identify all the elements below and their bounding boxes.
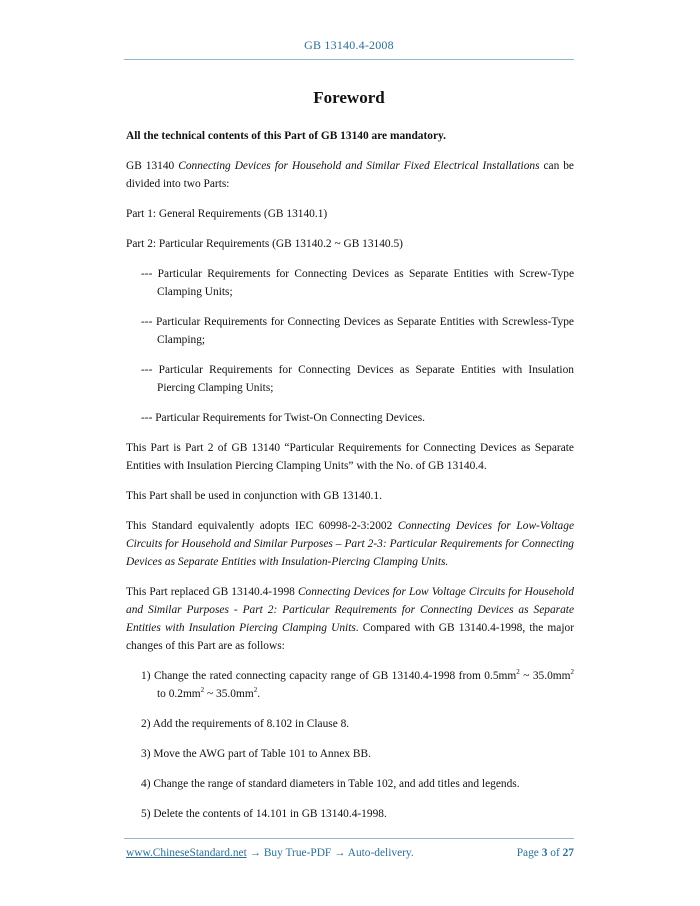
intro-text-c: can be divided into two Parts: (126, 160, 574, 190)
conjunction-paragraph: This Part shall be used in conjunction with GB 13140.1. (126, 490, 382, 502)
intro-title-italic: Connecting Devices for Household and Similar Fixed Electrical Installations (178, 160, 540, 172)
change-item-3: 3) Move the AWG part of Table 101 to Annex BB. (141, 748, 371, 760)
superscript: 2 (200, 686, 205, 695)
change-item-1 (126, 667, 574, 703)
change-1-text-d: ~ 35.0mm (204, 688, 254, 700)
change-item-5: 5) Delete the contents of 14.101 in GB 13140.4-1998. (141, 808, 387, 820)
superscript: 2 (253, 686, 258, 695)
foreword-body (126, 127, 574, 835)
sub-requirement-3: --- Particular Requirements for Connecting Devices as Separate Entities with Insulation Piercing Clamping Units; (141, 364, 574, 394)
sub-requirement-1: --- Particular Requirements for Connecting Devices as Separate Entities with Screw-Type Clamping Units; (141, 268, 574, 298)
total-pages: 27 (562, 847, 574, 859)
current-page: 3 (541, 847, 548, 859)
header-divider (124, 59, 574, 60)
adoption-text: This Standard equivalently adopts IEC 60998-2-3:2002 (126, 520, 398, 532)
replacement-text-a: This Part replaced GB 13140.4-1998 (126, 586, 298, 598)
adoption-paragraph (126, 517, 574, 571)
sub-requirement-2: --- Particular Requirements for Connecting Devices as Separate Entities with Screwless-Type Clamping; (141, 316, 574, 346)
change-1-text-b: ~ 35.0mm (519, 670, 571, 682)
page-label: Page (516, 847, 542, 859)
footer-promo (126, 847, 414, 859)
footer-divider (124, 838, 574, 839)
replacement-paragraph (126, 583, 574, 655)
adoption-title-italic: Connecting Devices for Low-Voltage Circuits for Household and Similar Purposes – Part 2-3: Particular Requirements for Connecting Devices as Separate Entities with Insulation-Piercing Clamping Units. (126, 520, 575, 568)
page-header (124, 38, 574, 53)
change-1-text-a: 1) Change the rated connecting capacity range of GB 13140.4-1998 from 0.5mm (141, 670, 517, 682)
this-part-paragraph: This Part is Part 2 of GB 13140 “Particular Requirements for Connecting Devices as Separate Entities with Insulation Piercing Clamping Units” with the No. of GB 13140.4. (126, 442, 574, 472)
replacement-text-c: . Compared with GB 13140.4-1998, the major changes of this Part are as follows: (126, 622, 574, 652)
page-number (517, 847, 574, 859)
sub-requirement-4: --- Particular Requirements for Twist-On Connecting Devices. (141, 412, 425, 424)
intro-paragraph (126, 157, 574, 193)
footer-promo-text: → Buy True-PDF → Auto-delivery. (246, 847, 414, 859)
change-1-text-e: . (257, 688, 261, 700)
page-title: Foreword (313, 88, 385, 107)
change-item-4: 4) Change the range of standard diameters in Table 102, and add titles and legends. (141, 778, 520, 790)
website-link[interactable]: www.ChineseStandard.net (126, 847, 247, 859)
change-item-2: 2) Add the requirements of 8.102 in Clause 8. (141, 718, 350, 730)
superscript: 2 (516, 668, 520, 677)
mandatory-statement: All the technical contents of this Part of GB 13140 are mandatory. (126, 130, 446, 142)
superscript: 2 (570, 668, 574, 677)
change-1-text-c: to 0.2mm (157, 688, 201, 700)
part2-paragraph: Part 2: Particular Requirements (GB 13140.2 ~ GB 13140.5) (126, 238, 403, 250)
standard-number: GB 13140.4-2008 (304, 38, 394, 52)
page-of-label: of (547, 847, 563, 859)
part1-paragraph: Part 1: General Requirements (GB 13140.1) (126, 208, 328, 220)
replacement-title-italic: Connecting Devices for Low Voltage Circuits for Household and Similar Purposes - Part 2: Particular Requirements for Connecting Devices as Separate Entities with Insulation Piercing Clamping Units (126, 586, 575, 634)
intro-text-a: GB 13140 (126, 160, 179, 172)
